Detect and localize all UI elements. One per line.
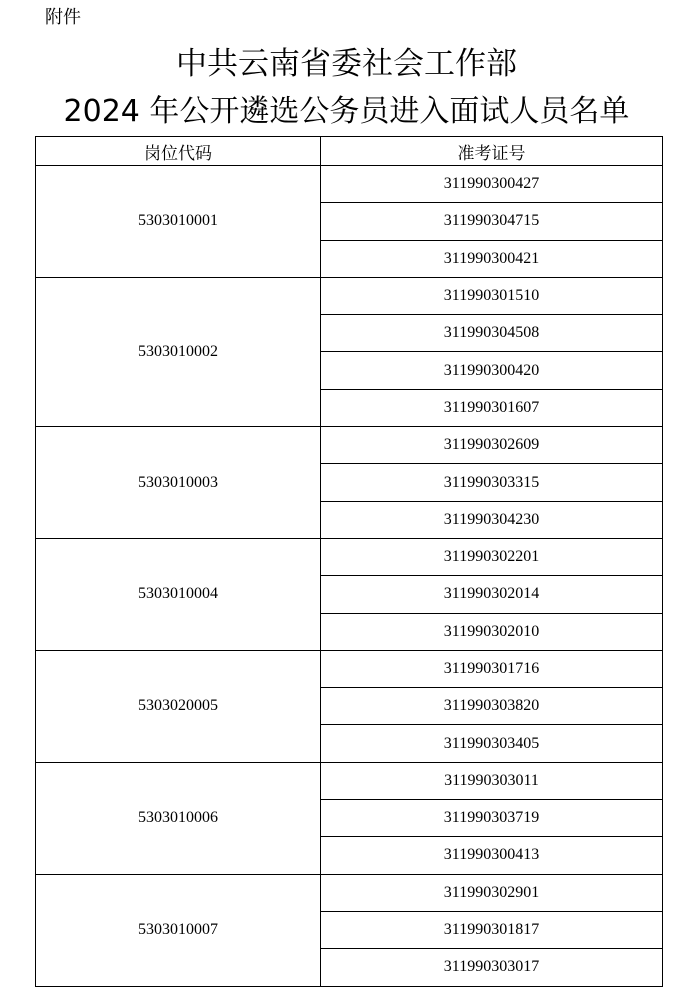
table-header-row (36, 137, 663, 166)
post-code-cell: 5303020005 (36, 650, 321, 762)
post-code-cell: 5303010006 (36, 762, 321, 874)
exam-id-cell: 311990303017 (321, 949, 663, 986)
post-code-cell: 5303010001 (36, 166, 321, 278)
post-code-cell: 5303010003 (36, 427, 321, 539)
table-row (36, 874, 663, 911)
exam-id-cell: 311990301716 (321, 650, 663, 687)
column-header-post-code: 岗位代码 (36, 137, 321, 166)
post-code-cell: 5303010004 (36, 538, 321, 650)
exam-id-cell: 311990302010 (321, 613, 663, 650)
exam-id-cell: 311990301607 (321, 389, 663, 426)
exam-id-cell: 311990303011 (321, 762, 663, 799)
exam-id-cell: 311990303405 (321, 725, 663, 762)
table-body (36, 166, 663, 987)
exam-id-cell: 311990304715 (321, 203, 663, 240)
document-subtitle: 2024 年公开遴选公务员进入面试人员名单 (63, 94, 630, 129)
post-code-cell: 5303010002 (36, 277, 321, 426)
exam-id-cell: 311990300413 (321, 837, 663, 874)
table-row (36, 277, 663, 314)
table-row (36, 650, 663, 687)
exam-id-cell: 311990301510 (321, 277, 663, 314)
attachment-label: 附件 (45, 7, 81, 28)
exam-id-cell: 311990302609 (321, 427, 663, 464)
exam-id-cell: 311990303820 (321, 688, 663, 725)
exam-id-cell: 311990301817 (321, 911, 663, 948)
exam-id-cell: 311990304230 (321, 501, 663, 538)
table-row (36, 762, 663, 799)
interview-roster-table (35, 136, 663, 987)
column-header-exam-id: 准考证号 (321, 137, 663, 166)
exam-id-cell: 311990300420 (321, 352, 663, 389)
document-title: 中共云南省委社会工作部 (176, 46, 517, 82)
exam-id-cell: 311990304508 (321, 315, 663, 352)
exam-id-cell: 311990303719 (321, 800, 663, 837)
exam-id-cell: 311990302201 (321, 538, 663, 575)
table-row (36, 427, 663, 464)
exam-id-cell: 311990300421 (321, 240, 663, 277)
post-code-cell: 5303010007 (36, 874, 321, 986)
exam-id-cell: 311990302901 (321, 874, 663, 911)
exam-id-cell: 311990303315 (321, 464, 663, 501)
table-row (36, 166, 663, 203)
table-row (36, 538, 663, 575)
exam-id-cell: 311990302014 (321, 576, 663, 613)
exam-id-cell: 311990300427 (321, 166, 663, 203)
